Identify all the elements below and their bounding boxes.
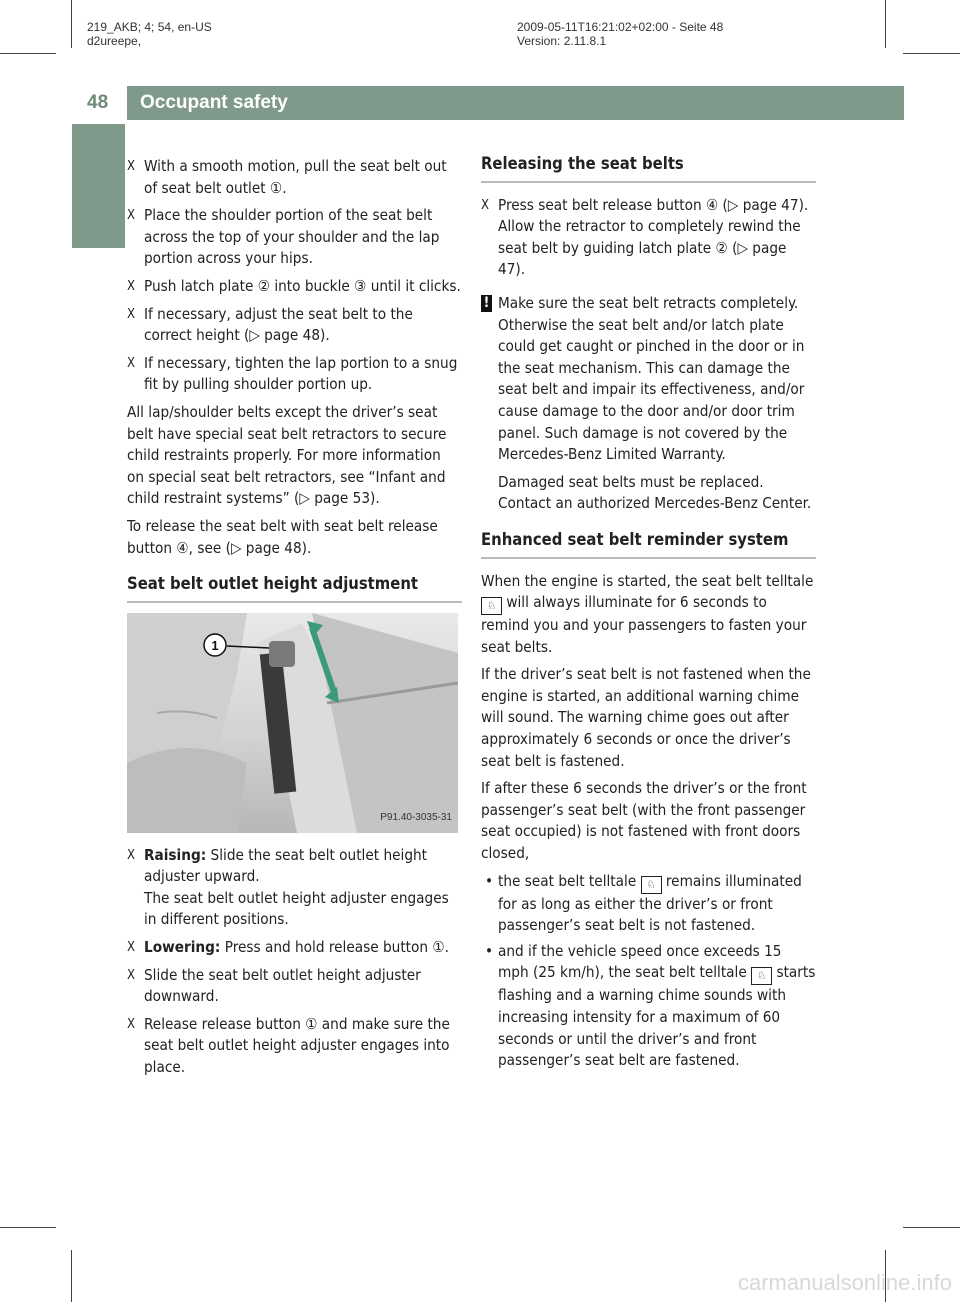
body-paragraph: All lap/shoulder belts except the driver’s seat belt have special seat belt retractors to secure child restraints properly. For more information on special seat belt retractors, see “Infant and child restraint systems” (▷ page 53). (127, 402, 447, 508)
step-label: Lowering: (144, 938, 221, 957)
meta-right-1: 2009-05-11T16:21:02+02:00 - Seite 48 (517, 20, 724, 34)
step-text: Release release button ① and make sure the seat belt outlet height adjuster engages into place. (144, 1014, 450, 1077)
step-arrow-icon: X (127, 847, 136, 863)
right-column (481, 153, 816, 1076)
seat-belt-illustration (127, 613, 458, 833)
warning-note-cont: Damaged seat belts must be replaced. Contact an authorized Mercedes-Benz Center. (498, 472, 812, 513)
belt-outlet-shape (269, 641, 295, 667)
step-arrow-icon: X (127, 278, 136, 294)
left-column (127, 156, 462, 1085)
step-label: Raising: (144, 845, 207, 864)
step-text: If necessary, tighten the lap portion to a snug fit by pulling shoulder portion up. (144, 353, 458, 394)
para-text: When the engine is started, the seat belt telltale (481, 571, 814, 590)
seat-belt-telltale-icon: ♘ (751, 967, 772, 985)
crop-mark (0, 1227, 56, 1228)
body-paragraph: If after these 6 seconds the driver’s or the front passenger’s seat belt (with the front passenger seat occupied) is not fastened with front doors closed, (481, 779, 807, 863)
step-text: Slide the seat belt outlet height adjuster downward. (144, 965, 421, 1006)
meta-left-1: 219_AKB; 4; 54, en-US (87, 20, 212, 34)
step-text: Place the shoulder portion of the seat belt across the top of your shoulder and the lap portion across your hips. (144, 206, 440, 268)
print-meta-left (87, 20, 212, 48)
seat-belt-figure (127, 613, 458, 833)
list-text: remains illuminated for as long as either the driver’s or front passenger’s seat belt is not fastened. (498, 871, 802, 935)
section-heading: Enhanced seat belt reminder system (481, 529, 816, 559)
step-text: If necessary, adjust the seat belt to the correct height (▷ page 48). (144, 304, 413, 345)
body-paragraph: If the driver’s seat belt is not fastened when the engine is started, an additional warning chime will sound. The warning chime goes out after approximately 6 seconds or once the driver’s seat belt is fastened. (481, 665, 811, 770)
callout-number: 1 (211, 637, 219, 653)
step-arrow-icon: X (127, 208, 136, 224)
step-arrow-icon: X (127, 1016, 136, 1032)
crop-mark (885, 0, 886, 48)
step-arrow-icon: X (127, 355, 136, 371)
warning-note (481, 293, 816, 466)
para-text: will always illuminate for 6 seconds to remind you and your passengers to fasten your seat belts. (481, 593, 807, 656)
warning-text: Make sure the seat belt retracts completely. Otherwise the seat belt and/or latch plate could get caught or pinched in the door or in the seat mechanism. This can damage the seat belt and impair its effectiveness, and/or cause damage to the door and/or door trim panel. Such damage is not covered by the Mercedes-Benz Limited Warranty. (498, 293, 805, 464)
step-arrow-icon: X (127, 940, 136, 956)
bullet-icon: • (485, 871, 494, 890)
step-text: Press and hold release button ①. (220, 938, 449, 957)
warning-icon: ! (481, 295, 492, 312)
step-text: Slide the seat belt outlet height adjuster upward. (144, 845, 428, 886)
step-arrow-icon: X (127, 306, 136, 322)
instruction-step (127, 276, 462, 298)
list-text: the seat belt telltale (498, 871, 641, 890)
instruction-step (127, 1014, 462, 1079)
list-item (481, 941, 816, 1072)
seat-belt-telltale-icon: ♘ (481, 597, 502, 615)
instruction-step (127, 845, 462, 931)
page-title: Occupant safety (140, 92, 288, 113)
list-item (481, 871, 816, 937)
seat-cushion-shape (127, 748, 247, 833)
instruction-step (127, 205, 462, 270)
section-heading: Releasing the seat belts (481, 153, 816, 183)
step-arrow-icon: X (127, 967, 136, 983)
instruction-step (127, 965, 462, 1008)
body-paragraph: To release the seat belt with seat belt release button ④, see (▷ page 48). (127, 516, 438, 557)
meta-right-2: Version: 2.11.8.1 (517, 34, 607, 48)
crop-mark (903, 53, 960, 54)
instruction-step (127, 937, 462, 959)
instruction-step (127, 156, 462, 199)
section-tab (72, 124, 125, 248)
print-meta-right (517, 20, 723, 48)
section-heading: Seat belt outlet height adjustment (127, 573, 462, 603)
step-text: Push latch plate ② into buckle ③ until it clicks. (144, 276, 461, 295)
instruction-step (127, 304, 462, 347)
watermark[interactable]: carmanualsonline.info (737, 1270, 952, 1295)
seat-belt-telltale-icon: ♘ (641, 876, 662, 894)
list-text: and if the vehicle speed once exceeds 15 mph (25 km/h), the seat belt telltale (498, 941, 782, 982)
crop-mark (0, 53, 56, 54)
bullet-icon: • (485, 941, 494, 960)
crop-mark (71, 1250, 72, 1302)
crop-mark (903, 1227, 960, 1228)
instruction-step (127, 353, 462, 396)
step-arrow-icon: X (481, 197, 490, 213)
meta-left-2: d2ureepe, (87, 34, 142, 48)
step-text: With a smooth motion, pull the seat belt out of seat belt outlet ①. (144, 157, 447, 197)
figure-code: P91.40-3035-31 (380, 812, 452, 824)
step-text: Press seat belt release button ④ (▷ page 47). (498, 195, 809, 214)
crop-mark (71, 0, 72, 48)
list-text: starts flashing and a warning chime sounds with increasing intensity for a maximum of 60 seconds or until the driver’s and front passenger’s seat belt are fastened. (498, 963, 816, 1070)
instruction-step (481, 195, 816, 281)
step-text: Allow the retractor to completely rewind the seat belt by guiding latch plate ② (▷ page 47). (498, 217, 801, 279)
step-arrow-icon: X (127, 159, 136, 174)
body-paragraph (481, 571, 816, 659)
page-number: 48 (87, 92, 109, 113)
step-text: The seat belt outlet height adjuster engages in different positions. (144, 888, 449, 929)
